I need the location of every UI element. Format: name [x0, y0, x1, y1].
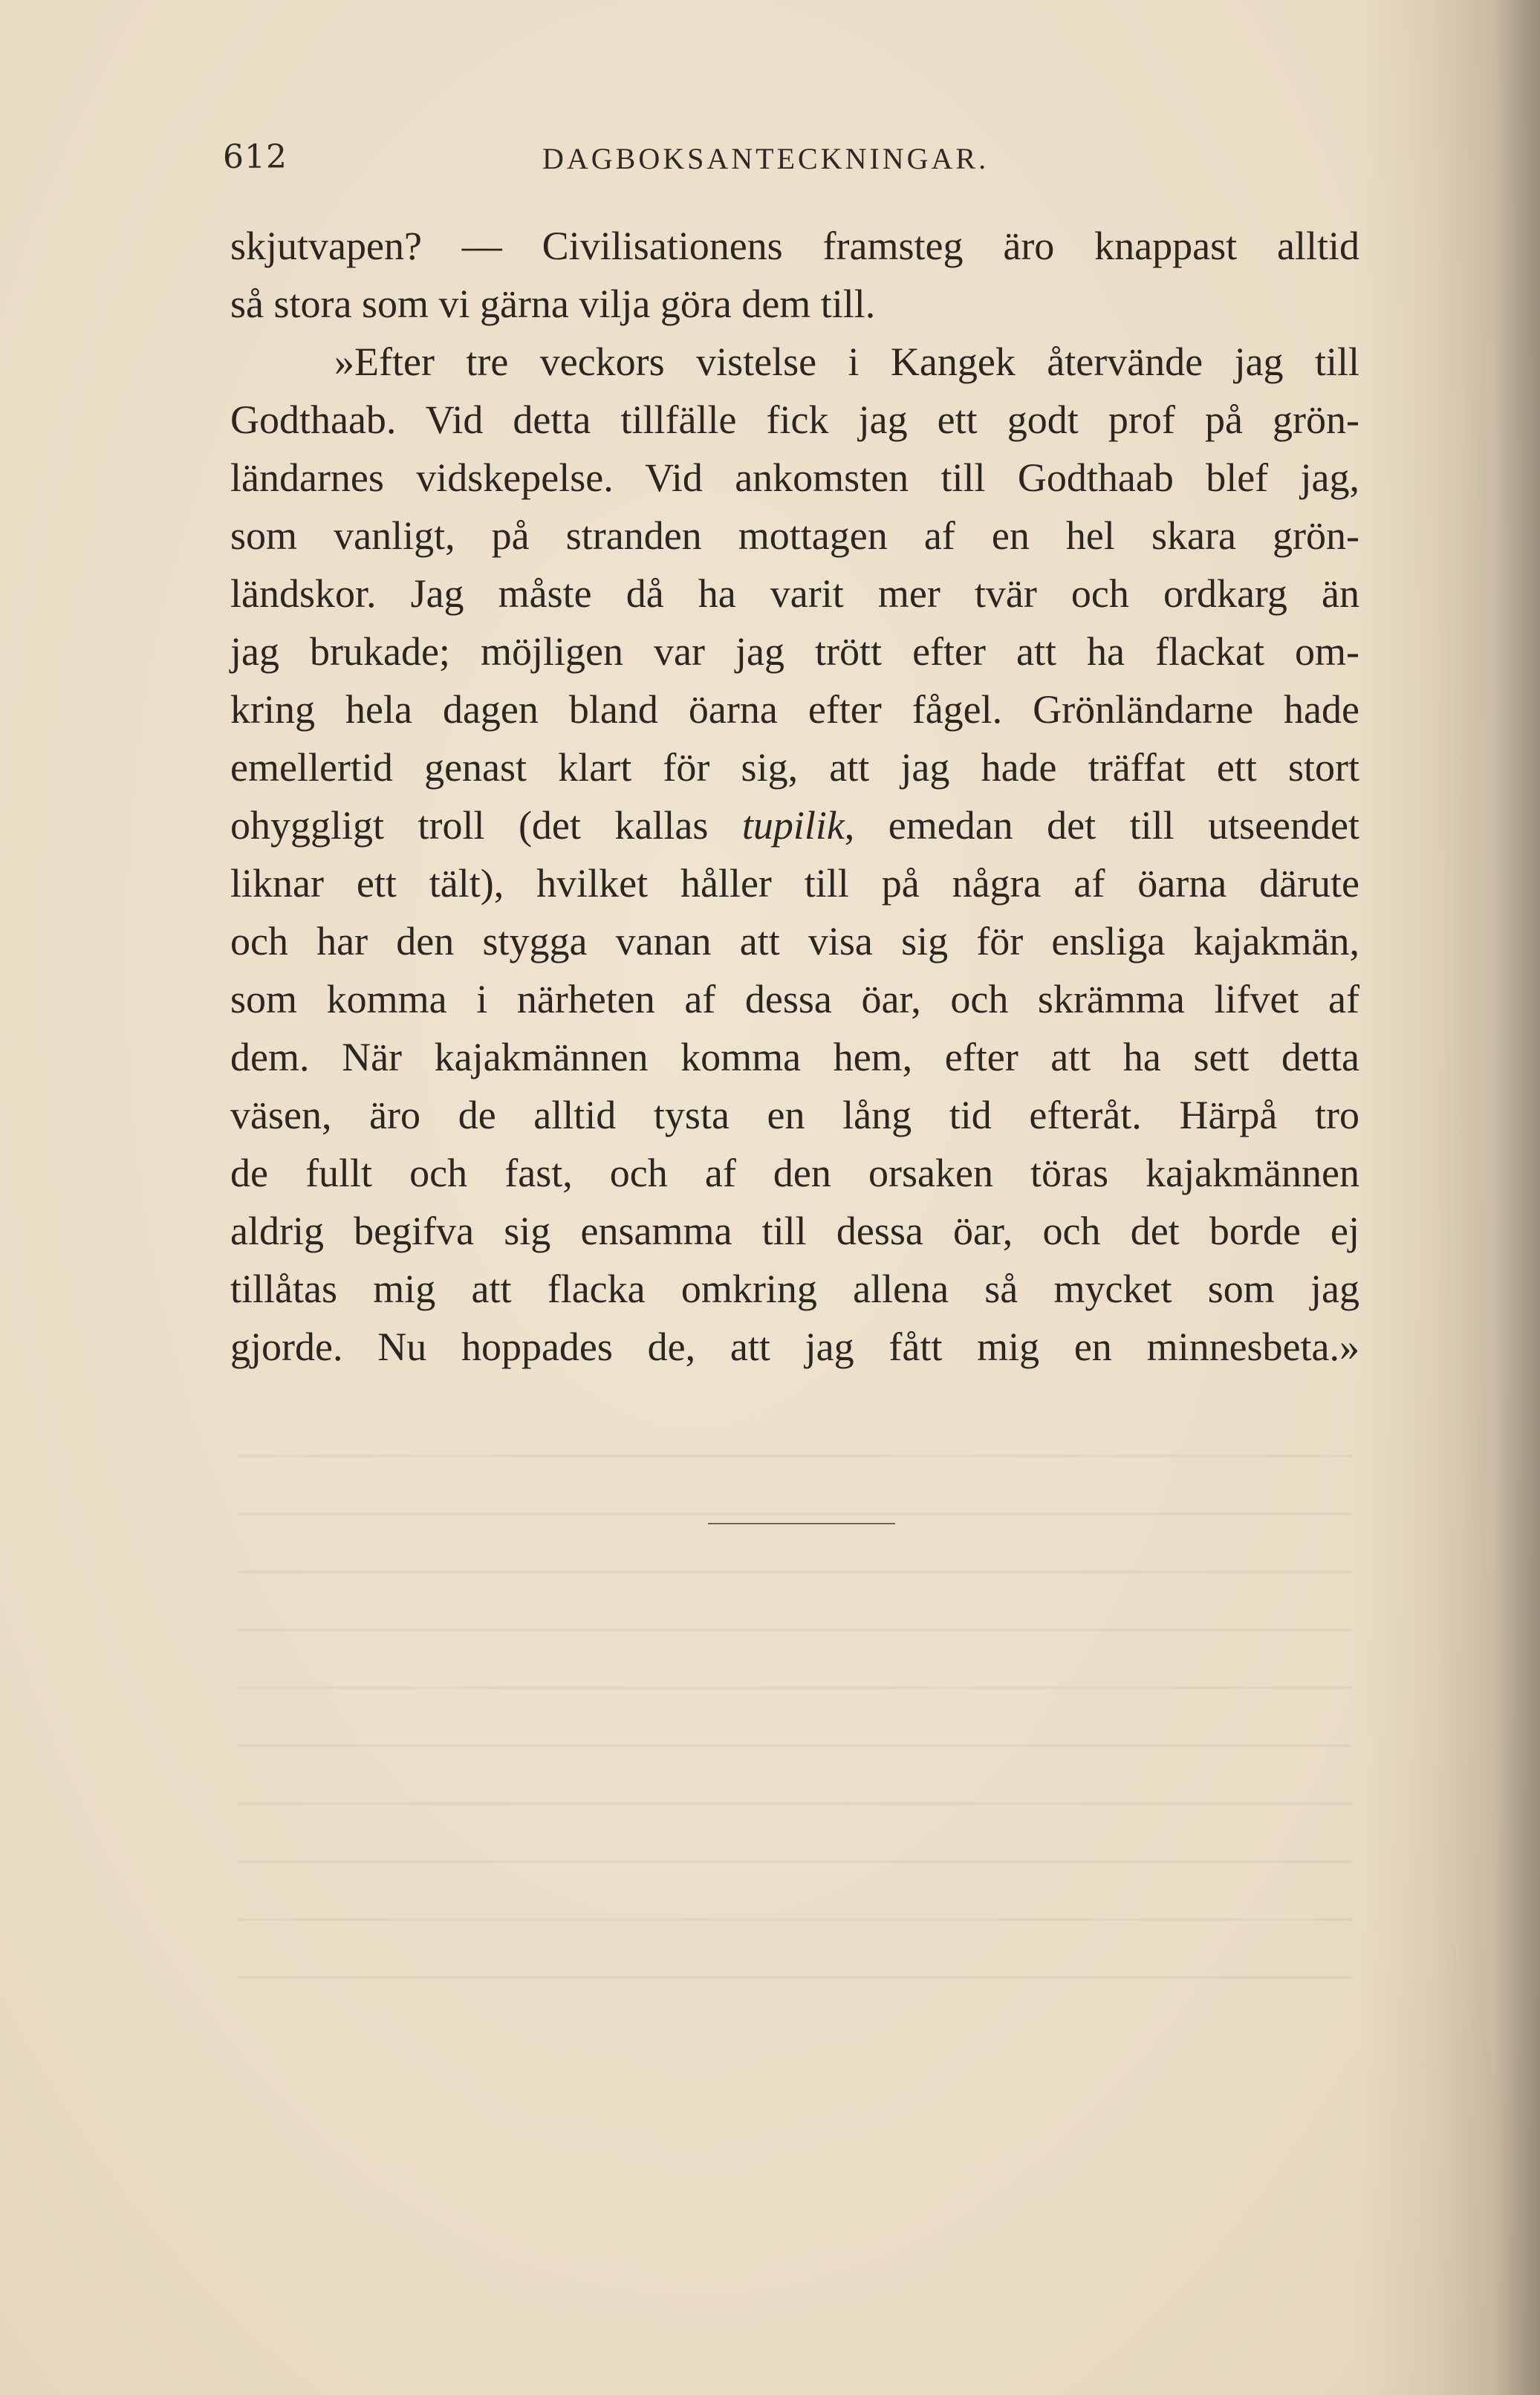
text-line: ländskor. Jag måste då ha varit mer tvär och ordkarg än	[230, 571, 1359, 616]
text-line: Godthaab. Vid detta tillfälle fick jag ett godt prof på grön-	[230, 397, 1359, 442]
text-line: »Efter tre veckors vistelse i Kangek återvände jag till	[334, 339, 1359, 384]
text-segment: ohyggligt troll (det kallas	[230, 803, 709, 848]
page-edge-shadow	[1495, 0, 1540, 2395]
section-divider	[708, 1523, 895, 1524]
text-line: aldrig begifva sig ensamma till dessa öar, och det borde ej	[230, 1209, 1359, 1253]
text-line: kring hela dagen bland öarna efter fågel. Grönländarne hade	[230, 687, 1359, 732]
text-line: jag brukade; möjligen var jag trött efter att ha flackat om-	[230, 629, 1359, 674]
text-line: de fullt och fast, och af den orsaken töras kajakmännen	[230, 1151, 1359, 1195]
text-line: tillåtas mig att flacka omkring allena så mycket som jag	[230, 1267, 1359, 1311]
text-line: skjutvapen? — Civilisationens framsteg äro knappast alltid	[230, 224, 1359, 268]
text-line: så stora som vi gärna vilja göra dem till.	[230, 282, 876, 326]
text-line: liknar ett tält), hvilket håller till på några af öarna därute	[230, 861, 1359, 906]
text-line-with-italic	[230, 796, 1359, 854]
text-line: dem. När kajakmännen komma hem, efter att ha sett detta	[230, 1035, 1359, 1079]
page-number: 612	[223, 138, 287, 176]
text-line: väsen, äro de alltid tysta en lång tid efteråt. Härpå tro	[230, 1093, 1359, 1137]
text-segment: , emedan det till utseendet	[844, 803, 1359, 848]
page-header	[223, 138, 1359, 190]
text-line: som vanligt, på stranden mottagen af en hel skara grön-	[230, 513, 1359, 558]
running-head: DAGBOKSANTECKNINGAR.	[542, 142, 990, 175]
text-line: som komma i närheten af dessa öar, och skrämma lifvet af	[230, 977, 1359, 1021]
text-line: gjorde. Nu hoppades de, att jag fått mig en minnesbeta.»	[230, 1325, 1359, 1369]
text-line: emellertid genast klart för sig, att jag hade träffat ett stort	[230, 745, 1359, 790]
body-text	[230, 217, 1359, 1376]
text-line: ländarnes vidskepelse. Vid ankomsten till Godthaab blef jag,	[230, 455, 1359, 500]
italic-term: tupilik	[741, 803, 845, 848]
show-through-text	[238, 1411, 1352, 2006]
text-line: och har den stygga vanan att visa sig för ensliga kajakmän,	[230, 919, 1359, 963]
